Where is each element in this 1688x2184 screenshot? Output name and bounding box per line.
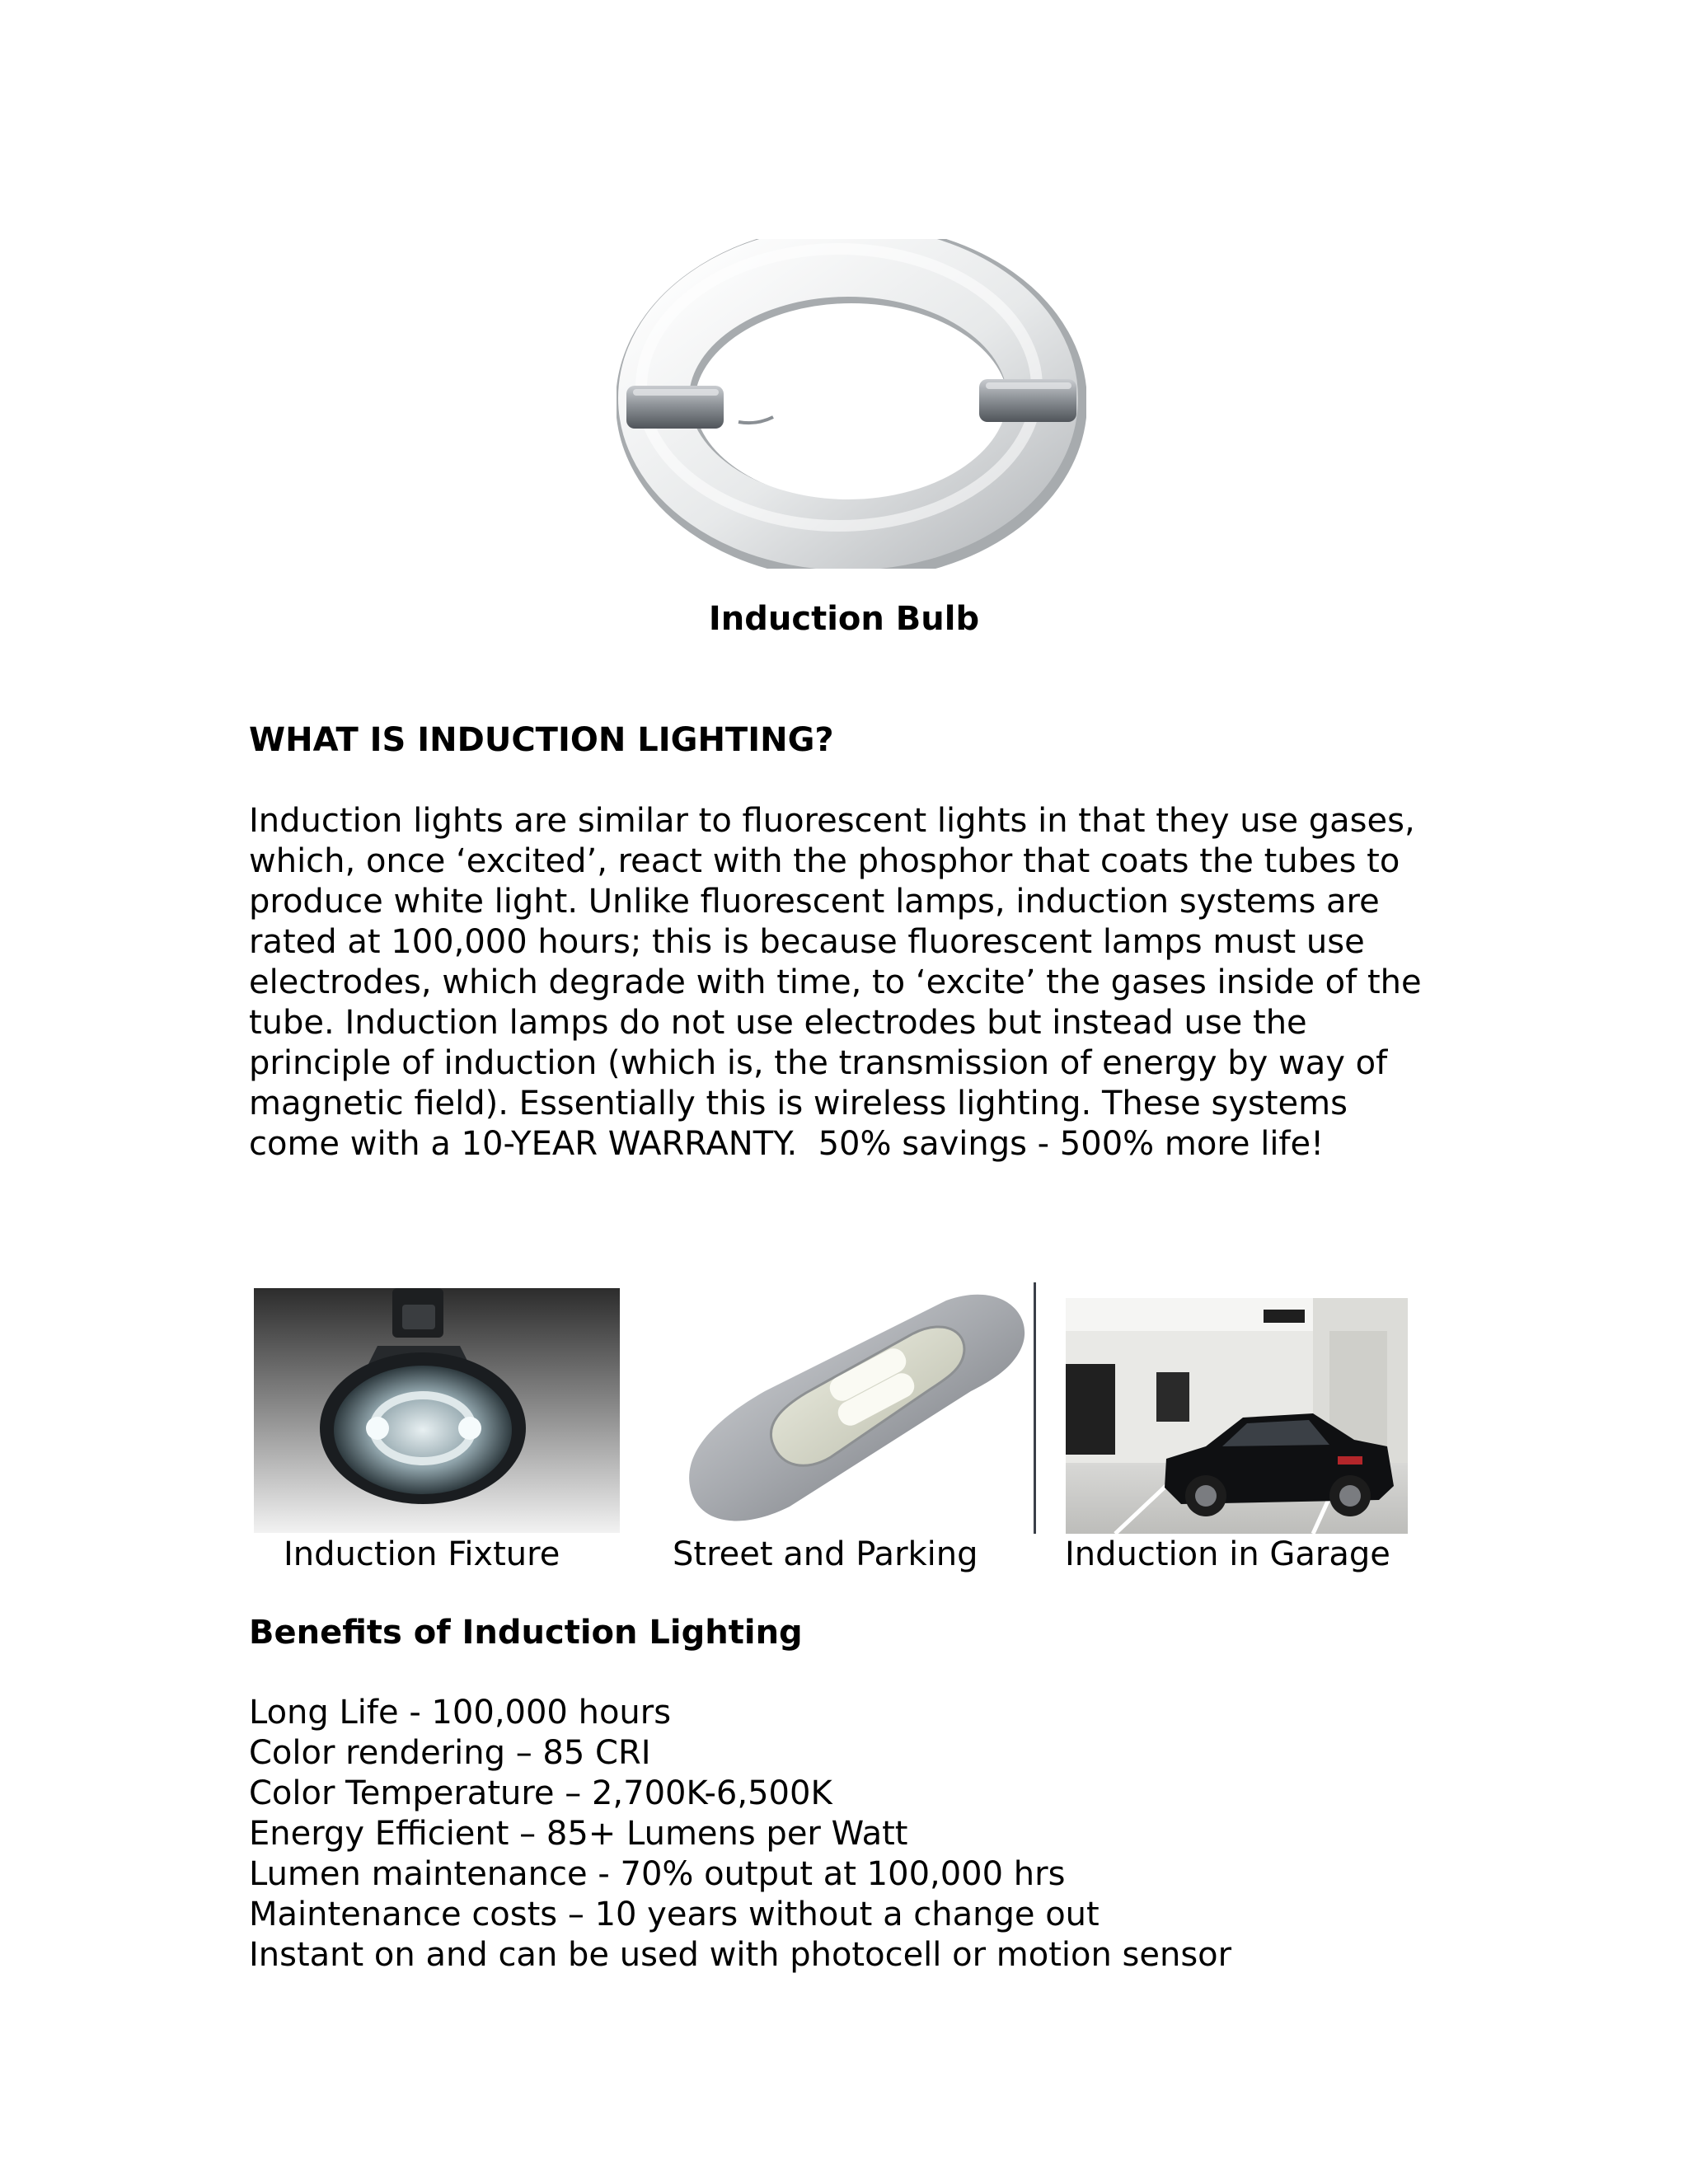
street-parking-caption: Street and Parking [673,1535,978,1573]
bulb-caption: Induction Bulb [708,600,980,638]
section-heading-what-is: WHAT IS INDUCTION LIGHTING? [249,721,834,759]
paragraph-line: Induction lights are similar to fluorescent lights in that they use gases, [249,802,1415,840]
paragraph-line: which, once ‘excited’, react with the phosphor that coats the tubes to [249,842,1400,880]
list-item: Energy Efficient – 85+ Lumens per Watt [249,1815,908,1853]
garage-car-photo [1066,1298,1408,1534]
paragraph-line: produce white light. Unlike fluorescent lamps, induction systems are [249,883,1380,921]
intro-paragraph [249,801,1469,1165]
paragraph-line: rated at 100,000 hours; this is because fluorescent lamps must use [249,923,1365,961]
paragraph-line: come with a 10-YEAR WARRANTY. 50% savings - 500% more life! [249,1125,1325,1163]
fixture-caption: Induction Fixture [284,1535,560,1573]
garage-caption: Induction in Garage [1065,1535,1390,1573]
street-parking-light-photo [674,1284,1037,1531]
list-item: Maintenance costs – 10 years without a change out [249,1896,1100,1933]
paragraph-line: principle of induction (which is, the transmission of energy by way of [249,1044,1388,1082]
paragraph-line: tube. Induction lamps do not use electrodes but instead use the [249,1004,1307,1042]
induction-fixture-photo [254,1288,620,1533]
section-heading-benefits: Benefits of Induction Lighting [249,1614,803,1652]
paragraph-line: magnetic field). Essentially this is wireless lighting. These systems [249,1085,1348,1122]
list-item: Color rendering – 85 CRI [249,1734,651,1772]
induction-bulb-image [617,239,1086,569]
list-item: Instant on and can be used with photocell or motion sensor [249,1936,1232,1974]
benefits-list [249,1693,1231,1975]
list-item: Color Temperature – 2,700K-6,500K [249,1774,832,1812]
vertical-divider [1034,1282,1036,1534]
list-item: Lumen maintenance - 70% output at 100,000 hrs [249,1855,1066,1893]
list-item: Long Life - 100,000 hours [249,1694,672,1732]
paragraph-line: electrodes, which degrade with time, to ‘excite’ the gases inside of the [249,963,1422,1001]
